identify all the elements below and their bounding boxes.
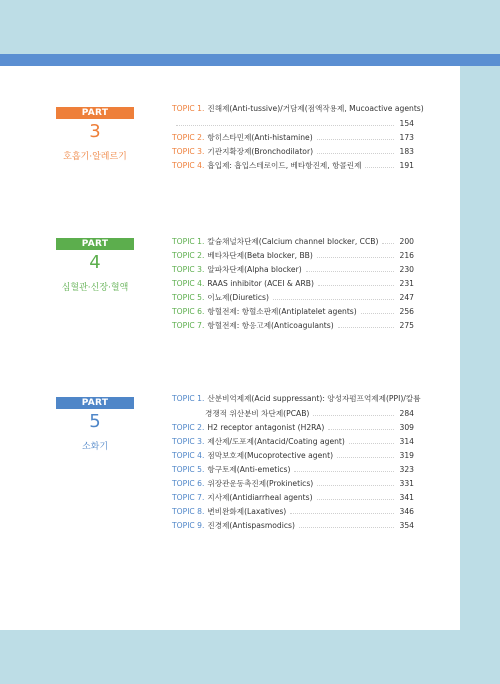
- topic-number: TOPIC 2.: [172, 133, 205, 142]
- page-number: 341: [399, 493, 414, 502]
- part-label: PART: [56, 107, 134, 119]
- part-3-heading: [56, 107, 134, 162]
- page-number: 314: [399, 437, 414, 446]
- toc-entry: [172, 262, 414, 276]
- topic-title: 진해제(Anti-tussive)/거담제(점액작용제, Mucoactive agents): [207, 104, 424, 113]
- leader-dots: [317, 144, 394, 154]
- topic-number: TOPIC 7.: [172, 321, 205, 330]
- topic-number: TOPIC 1.: [172, 104, 205, 113]
- leader-dots: [317, 490, 394, 500]
- toc-entry: [172, 462, 414, 476]
- topic-title: 항히스타민제(Anti-histamine): [207, 133, 313, 142]
- topic-title: H2 receptor antagonist (H2RA): [207, 423, 325, 432]
- toc-entry: [172, 158, 414, 172]
- leader-dots: [338, 318, 394, 328]
- part-4-topic-list: [172, 234, 414, 332]
- topic-number: TOPIC 5.: [172, 465, 205, 474]
- topic-number: TOPIC 4.: [172, 161, 205, 170]
- toc-entry: [172, 448, 414, 462]
- page-number: 284: [399, 409, 414, 418]
- topic-number: TOPIC 5.: [172, 293, 205, 302]
- page-number: 346: [399, 507, 414, 516]
- topic-number: TOPIC 6.: [172, 479, 205, 488]
- leader-dots: [382, 234, 394, 244]
- part-label: PART: [56, 397, 134, 409]
- topic-title: 변비완화제(Laxatives): [207, 507, 287, 516]
- toc-entry: [172, 304, 414, 318]
- page-number: 191: [399, 161, 414, 170]
- toc-entry: [172, 392, 421, 406]
- topic-title: 기관지확장제(Bronchodilator): [207, 147, 314, 156]
- topic-number: TOPIC 4.: [172, 279, 205, 288]
- page-number: 275: [399, 321, 414, 330]
- page-number: 183: [399, 147, 414, 156]
- toc-entry: [172, 276, 414, 290]
- page-number: 354: [399, 521, 414, 530]
- topic-title: 이뇨제(Diuretics): [207, 293, 269, 302]
- topic-number: TOPIC 7.: [172, 493, 205, 502]
- topic-number: TOPIC 3.: [172, 437, 205, 446]
- leader-dots: [328, 420, 394, 430]
- topic-number: TOPIC 4.: [172, 451, 205, 460]
- toc-entry: [172, 490, 414, 504]
- page-number: 173: [399, 133, 414, 142]
- topic-title: 제산제/도포제(Antacid/Coating agent): [207, 437, 345, 446]
- part-title: 심혈관·신장·혈액: [61, 283, 129, 293]
- topic-number: TOPIC 3.: [172, 147, 205, 156]
- leader-dots: [318, 276, 394, 286]
- toc-entry: [172, 504, 414, 518]
- topic-title: 흡입제: 흡입스테로이드, 베타항진제, 항콜린제: [207, 161, 362, 170]
- page-number: 231: [399, 279, 414, 288]
- leader-dots: [361, 304, 394, 314]
- topic-title: 베타차단제(Beta blocker, BB): [207, 251, 313, 260]
- toc-entry: [172, 290, 414, 304]
- topic-title: 점막보호제(Mucoprotective agent): [207, 451, 334, 460]
- toc-entry: [172, 234, 414, 248]
- topic-number: TOPIC 3.: [172, 265, 205, 274]
- leader-dots: [306, 262, 394, 272]
- leader-dots: [317, 248, 394, 258]
- topic-title: 산분비억제제(Acid suppressant): 양성자펌프억제제(PPI)/칼륨: [207, 394, 421, 403]
- leader-dots: [176, 116, 394, 126]
- leader-dots: [337, 448, 394, 458]
- leader-dots: [317, 476, 394, 486]
- page-number: 230: [399, 265, 414, 274]
- page-number: 331: [399, 479, 414, 488]
- toc-entry: [172, 116, 414, 130]
- part-title: 호흡기·알레르기: [63, 152, 127, 162]
- topic-number: TOPIC 1.: [172, 394, 205, 403]
- part-number: 3: [89, 121, 101, 142]
- toc-entry: [172, 130, 414, 144]
- topic-title: 항혈전제: 항혈소판제(Antiplatelet agents): [207, 307, 357, 316]
- topic-title: 지사제(Antidiarrheal agents): [207, 493, 313, 502]
- topic-title: 칼슘채널차단제(Calcium channel blocker, CCB): [207, 237, 379, 246]
- part-5-heading: [56, 397, 134, 452]
- topic-title: 경쟁적 위산분비 차단제(PCAB): [205, 409, 310, 418]
- toc-entry: [172, 318, 414, 332]
- topic-number: TOPIC 2.: [172, 423, 205, 432]
- part-5-topic-list: [172, 392, 421, 532]
- toc-entry: [172, 406, 414, 420]
- part-3-topic-list: [172, 102, 424, 172]
- topic-title: 위장관운동촉진제(Prokinetics): [207, 479, 314, 488]
- toc-entry: [172, 248, 414, 262]
- leader-dots: [313, 406, 394, 416]
- page-number: 309: [399, 423, 414, 432]
- topic-number: TOPIC 6.: [172, 307, 205, 316]
- toc-entry: [172, 102, 424, 116]
- topic-number: TOPIC 1.: [172, 237, 205, 246]
- part-title: 소화기: [81, 442, 109, 452]
- page-number: 256: [399, 307, 414, 316]
- header-bar: [0, 54, 500, 66]
- topic-title: 항구토제(Anti-emetics): [207, 465, 291, 474]
- topic-title: RAAS inhibitor (ACEI & ARB): [207, 279, 314, 288]
- toc-entry: [172, 144, 414, 158]
- leader-dots: [290, 504, 394, 514]
- leader-dots: [317, 130, 394, 140]
- toc-entry: [172, 434, 414, 448]
- topic-title: 진경제(Antispasmodics): [207, 521, 295, 530]
- part-number: 4: [89, 252, 101, 273]
- topic-number: TOPIC 8.: [172, 507, 205, 516]
- topic-number: TOPIC 9.: [172, 521, 205, 530]
- part-number: 5: [89, 411, 101, 432]
- part-label: PART: [56, 238, 134, 250]
- toc-entry: [172, 518, 414, 532]
- page-number: 154: [399, 119, 414, 128]
- page-number: 319: [399, 451, 414, 460]
- leader-dots: [365, 158, 394, 168]
- toc-entry: [172, 420, 414, 434]
- page-number: 200: [399, 237, 414, 246]
- page-number: 216: [399, 251, 414, 260]
- part-4-heading: [56, 238, 134, 293]
- leader-dots: [299, 518, 394, 528]
- toc-entry: [172, 476, 414, 490]
- topic-title: 항혈전제: 항응고제(Anticoagulants): [207, 321, 334, 330]
- leader-dots: [294, 462, 394, 472]
- topic-title: 알파차단제(Alpha blocker): [207, 265, 302, 274]
- page-number: 323: [399, 465, 414, 474]
- topic-number: TOPIC 2.: [172, 251, 205, 260]
- leader-dots: [273, 290, 394, 300]
- leader-dots: [349, 434, 394, 444]
- page-number: 247: [399, 293, 414, 302]
